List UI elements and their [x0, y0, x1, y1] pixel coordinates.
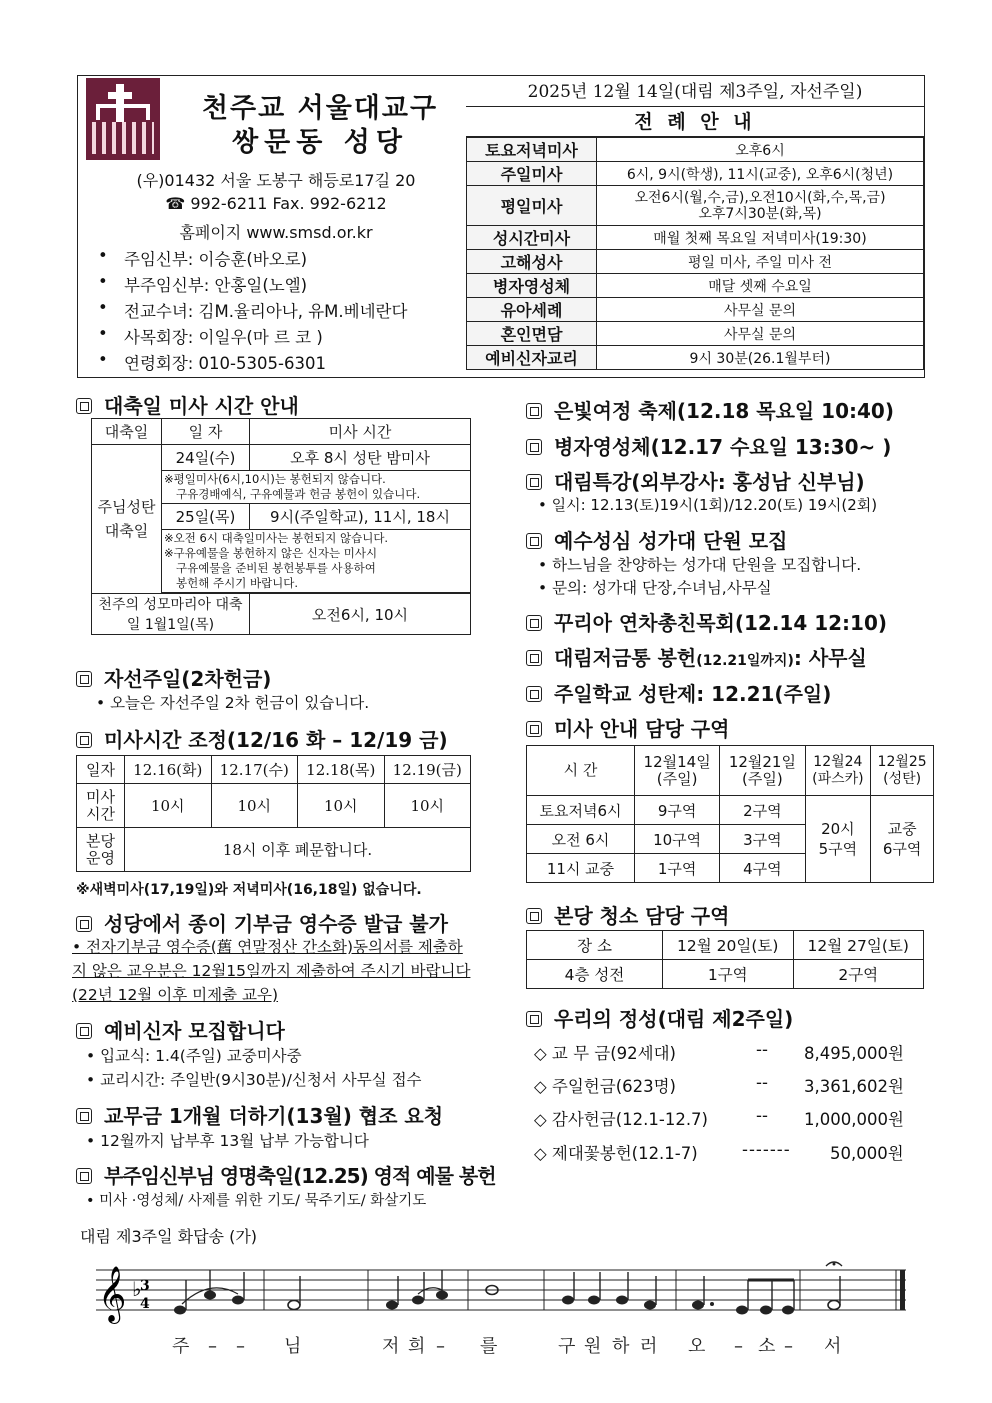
offering-row: ◇ 제대꽃봉헌(12.1-7) ------- 50,000원	[534, 1140, 904, 1163]
section-title: 대축일 미사 시간 안내	[76, 390, 299, 419]
svg-text:♭: ♭	[132, 1277, 142, 1301]
svg-text:–: –	[208, 1336, 217, 1357]
svg-text:소: 소	[758, 1336, 776, 1357]
section-title: 본당 청소 담당 구역	[526, 900, 729, 929]
section-title: 병자영성체(12.17 수요일 13:30~ )	[526, 431, 891, 460]
svg-text:주: 주	[172, 1336, 190, 1357]
bullet: • 하느님을 찬양하는 성가대 단원을 모집합니다.	[538, 553, 861, 575]
section-title: 우리의 정성(대림 제2주일)	[526, 1003, 793, 1032]
section-title: 은빛여정 축제(12.18 목요일 10:40)	[526, 395, 894, 424]
bullet: • 문의: 성가대 단장,수녀님,사무실	[538, 576, 772, 598]
psalm-title: 대림 제3주일 화답송 (가)	[80, 1227, 258, 1246]
svg-text:를: 를	[480, 1336, 498, 1357]
svg-text:저: 저	[382, 1336, 400, 1357]
section-title: 예비신자 모집합니다	[76, 1015, 285, 1044]
svg-text:원: 원	[584, 1336, 602, 1357]
homepage: 홈페이지 www.smsd.or.kr	[179, 223, 373, 242]
svg-text:–: –	[784, 1336, 793, 1357]
guide-table: 시 간 12월14일 (주일) 12월21일 (주일) 12월24 (파스카) 12월25 (성탄) 토요저녁6시 9구역 2구역 20시 5구역 교중 6구역 오전 6시 10구역 3구역 11시 교중 1구역 4구역	[526, 745, 934, 883]
bullet: • 교리시간: 주일반(9시30분)/신청서 사무실 접수	[86, 1068, 422, 1090]
section-title: 대림특강(외부강사: 홍성남 신부님)	[526, 466, 865, 495]
svg-text:오: 오	[688, 1336, 706, 1357]
receipt-body: • 전자기부금 영수증(舊 연말정산 간소화)동의서를 제출하지 않은 교우분은 12월15일까지 제출하여 주시기 바랍니다(22년 12월 이후 미제출 교우)	[72, 938, 471, 1004]
svg-text:님: 님	[284, 1336, 302, 1357]
phone: ☎ 992-6211 Fax. 992-6212	[165, 194, 387, 213]
section-title: 부주임신부님 영명축일(12.25) 영적 예물 봉헌	[76, 1160, 496, 1189]
bullet: • 일시: 12.13(토)19시(1회)/12.20(토) 19시(2회)	[538, 494, 877, 515]
bullet: • 12월까지 납부후 13월 납부 가능합니다	[86, 1129, 369, 1151]
section-title: 미사시간 조정(12/16 화 – 12/19 금)	[76, 724, 448, 753]
bullet: • 미사 ·영성체/ 사제를 위한 기도/ 묵주기도/ 화살기도	[86, 1189, 426, 1210]
church-name-line2: 쌍문동 성당	[232, 127, 408, 158]
offering-row: ◇ 주일헌금(623명) -- 3,361,602원	[534, 1073, 904, 1096]
offering-row: ◇ 교 무 금(92세대) -- 8,495,000원	[534, 1040, 904, 1063]
section-title: 성당에서 종이 기부금 영수증 발급 불가	[76, 908, 448, 937]
svg-text:–: –	[734, 1336, 743, 1357]
adjust-note: ※새벽미사(17,19일)와 저녁미사(16,18일) 없습니다.	[76, 882, 422, 898]
section-title: 자선주일(2차헌금)	[76, 663, 271, 692]
music-staff	[96, 1258, 908, 1358]
staff-item: • 사목회장: 이일우(마 르 코 )	[100, 324, 323, 348]
section-title: 교무금 1개월 더하기(13월) 협조 요청	[76, 1100, 443, 1129]
church-name-line1: 천주교 서울대교구	[201, 93, 439, 124]
staff-item: • 연령회장: 010-5305-6301	[100, 350, 326, 374]
feast-table: 대축일 일 자 미사 시간 주님성탄 대축일 24일(수) 오후 8시 성탄 밤미사 ※평일미사(6시,10시)는 봉헌되지 않습니다. 구유경배예식, 구유예물과 헌금 봉헌이 있습니다. 25일(목) 9시(주일학교), 11시, 18시 ※오전 6시 대축일미사는 봉헌되지 않습니다. ※구유예물을 봉헌하지 않은 신자는 미사시 구유예물을 준비된 봉헌봉투를 사용하여 봉헌해 주시기 바랍니다. 천주의 성모마리아 대축일 1월1일(목) 오전6시, 10시	[91, 418, 471, 635]
svg-text:–: –	[436, 1336, 445, 1357]
issue-date: 2025년 12월 14일(대림 제3주일, 자선주일)	[466, 77, 924, 107]
section-title: 주일학교 성탄제: 12.21(주일)	[526, 678, 831, 707]
address: (우)01432 서울 도봉구 해등로17길 20	[136, 171, 416, 190]
offering-row: ◇ 감사헌금(12.1-12.7) -- 1,000,000원	[534, 1106, 904, 1129]
section-title: 예수성심 성가대 단원 모집	[526, 525, 787, 554]
cleaning-table: 장 소 12월 20일(토) 12월 27일(토) 4층 성전 1구역 2구역	[526, 930, 924, 989]
svg-text:3: 3	[140, 1278, 150, 1294]
liturgy-title: 전 례 안 내	[466, 107, 924, 137]
svg-text:𝄞: 𝄞	[98, 1266, 127, 1322]
section-title: 미사 안내 담당 구역	[526, 713, 729, 742]
svg-text:하: 하	[612, 1336, 630, 1357]
svg-text:4: 4	[140, 1296, 150, 1312]
svg-text:–: –	[236, 1336, 245, 1357]
staff-item: • 부주임신부: 안홍일(노엘)	[100, 272, 307, 296]
bullet: • 오늘은 자선주일 2차 헌금이 있습니다.	[96, 691, 369, 713]
svg-text:구: 구	[558, 1336, 576, 1357]
bullet: • 입교식: 1.4(주일) 교중미사중	[86, 1044, 302, 1066]
section-title: 대림저금통 봉헌(12.21일까지): 사무실	[526, 642, 867, 671]
liturgy-table: 토요저녁미사 오후6시 주일미사 6시, 9시(학생), 11시(교중), 오후6시(청년) 평일미사 오전6시(월,수,금),오전10시(화,수,목,금) 오후7시30분(화,목) 성시간미사 매월 첫째 목요일 저녁미사(19:30) 고해성사 평일 미사, 주일 미사 전 병자영성체 매달 셋째 수요일 유아세례 사무실 문의 혼인면담 사무실 문의 예비신자교리 9시 30분(26.1월부터)	[466, 137, 924, 370]
section-title: 꾸리아 연차총친목회(12.14 12:10)	[526, 607, 887, 636]
staff-item: • 전교수녀: 김M.율리아나, 유M.베네란다	[100, 298, 407, 322]
church-logo	[86, 78, 160, 160]
svg-text:희: 희	[408, 1336, 426, 1357]
adjust-table: 일자 12.16(화) 12.17(수) 12.18(목) 12.19(금) 미사 시간 10시 10시 10시 10시 본당 운영 18시 이후 폐문합니다.	[76, 755, 471, 872]
svg-text:러: 러	[640, 1336, 658, 1357]
staff-item: • 주임신부: 이승훈(바오로)	[100, 246, 307, 270]
svg-text:서: 서	[824, 1336, 842, 1357]
